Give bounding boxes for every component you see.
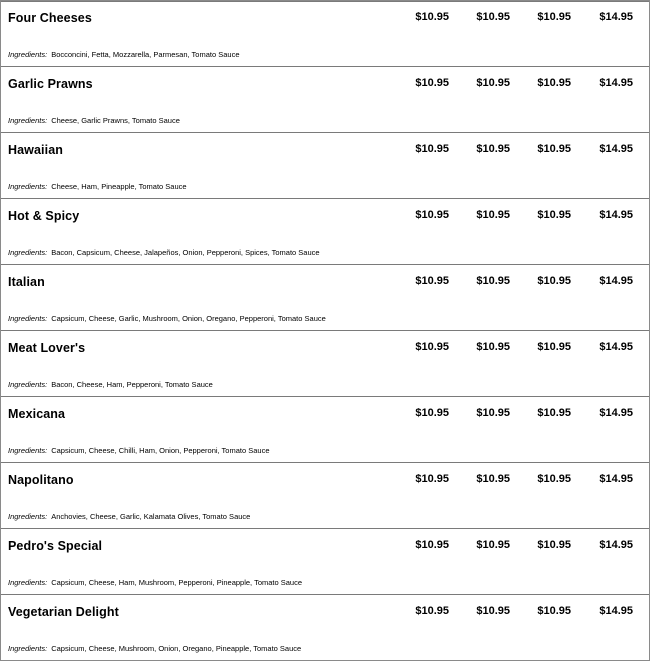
item-ingredients bbox=[8, 314, 326, 323]
menu-item bbox=[1, 265, 649, 331]
ingredients-label: Ingredients: bbox=[8, 248, 48, 257]
item-ingredients bbox=[8, 578, 302, 587]
menu-item bbox=[1, 1, 649, 67]
item-price: $10.95 bbox=[476, 209, 510, 221]
menu-item bbox=[1, 67, 649, 133]
item-price: $10.95 bbox=[415, 473, 449, 485]
item-price: $10.95 bbox=[476, 605, 510, 617]
item-price: $10.95 bbox=[476, 11, 510, 23]
item-ingredients bbox=[8, 380, 213, 389]
menu-item bbox=[1, 133, 649, 199]
item-price: $10.95 bbox=[415, 605, 449, 617]
item-price: $10.95 bbox=[415, 11, 449, 23]
ingredients-label: Ingredients: bbox=[8, 116, 48, 125]
item-price: $14.95 bbox=[599, 473, 633, 485]
ingredients-label: Ingredients: bbox=[8, 578, 48, 587]
item-price: $10.95 bbox=[415, 77, 449, 89]
item-price: $14.95 bbox=[599, 539, 633, 551]
ingredients-label: Ingredients: bbox=[8, 644, 48, 653]
item-price: $10.95 bbox=[537, 143, 571, 155]
item-price: $10.95 bbox=[415, 407, 449, 419]
item-price: $10.95 bbox=[415, 539, 449, 551]
item-price: $14.95 bbox=[599, 209, 633, 221]
item-price: $10.95 bbox=[476, 275, 510, 287]
item-price: $10.95 bbox=[537, 11, 571, 23]
item-price: $10.95 bbox=[476, 407, 510, 419]
item-price: $10.95 bbox=[537, 341, 571, 353]
ingredients-label: Ingredients: bbox=[8, 182, 48, 191]
item-ingredients bbox=[8, 248, 320, 257]
item-price: $14.95 bbox=[599, 407, 633, 419]
item-price: $10.95 bbox=[476, 539, 510, 551]
item-price: $10.95 bbox=[537, 275, 571, 287]
item-ingredients bbox=[8, 644, 301, 653]
item-price: $14.95 bbox=[599, 341, 633, 353]
ingredients-list: Capsicum, Cheese, Garlic, Mushroom, Onion, Oregano, Pepperoni, Tomato Sauce bbox=[51, 314, 326, 323]
ingredients-label: Ingredients: bbox=[8, 512, 48, 521]
item-price: $10.95 bbox=[476, 341, 510, 353]
item-price: $10.95 bbox=[415, 209, 449, 221]
pizza-menu-list bbox=[1, 1, 649, 660]
item-ingredients bbox=[8, 116, 180, 125]
item-price: $10.95 bbox=[476, 473, 510, 485]
item-ingredients bbox=[8, 50, 240, 59]
item-name: Italian bbox=[8, 275, 45, 289]
item-name: Meat Lover's bbox=[8, 341, 86, 355]
item-price: $14.95 bbox=[599, 605, 633, 617]
item-price: $10.95 bbox=[537, 407, 571, 419]
item-price: $14.95 bbox=[599, 11, 633, 23]
item-price: $10.95 bbox=[415, 143, 449, 155]
item-name: Napolitano bbox=[8, 473, 74, 487]
item-price: $10.95 bbox=[476, 77, 510, 89]
item-ingredients bbox=[8, 446, 270, 455]
item-price: $10.95 bbox=[537, 77, 571, 89]
item-price: $10.95 bbox=[537, 539, 571, 551]
menu-item bbox=[1, 595, 649, 660]
ingredients-list: Cheese, Ham, Pineapple, Tomato Sauce bbox=[51, 182, 187, 191]
ingredients-list: Capsicum, Cheese, Ham, Mushroom, Pepperoni, Pineapple, Tomato Sauce bbox=[51, 578, 303, 587]
item-price: $10.95 bbox=[476, 143, 510, 155]
menu-item bbox=[1, 463, 649, 529]
item-name: Hawaiian bbox=[8, 143, 63, 157]
ingredients-list: Bocconcini, Fetta, Mozzarella, Parmesan, Tomato Sauce bbox=[51, 50, 240, 59]
ingredients-label: Ingredients: bbox=[8, 50, 48, 59]
item-price: $10.95 bbox=[415, 275, 449, 287]
item-name: Mexicana bbox=[8, 407, 66, 421]
menu-item bbox=[1, 331, 649, 397]
item-price: $10.95 bbox=[537, 473, 571, 485]
item-price: $10.95 bbox=[415, 341, 449, 353]
ingredients-list: Capsicum, Cheese, Chilli, Ham, Onion, Pepperoni, Tomato Sauce bbox=[51, 446, 270, 455]
item-name: Garlic Prawns bbox=[8, 77, 93, 91]
item-price: $14.95 bbox=[599, 77, 633, 89]
item-name: Four Cheeses bbox=[8, 11, 92, 25]
ingredients-label: Ingredients: bbox=[8, 314, 48, 323]
item-price: $10.95 bbox=[537, 209, 571, 221]
menu-item bbox=[1, 529, 649, 595]
menu-item bbox=[1, 397, 649, 463]
ingredients-list: Bacon, Capsicum, Cheese, Jalapeños, Onion, Pepperoni, Spices, Tomato Sauce bbox=[51, 248, 320, 257]
item-price: $14.95 bbox=[599, 143, 633, 155]
ingredients-list: Capsicum, Cheese, Mushroom, Onion, Oregano, Pineapple, Tomato Sauce bbox=[51, 644, 302, 653]
item-price: $14.95 bbox=[599, 275, 633, 287]
item-name: Hot & Spicy bbox=[8, 209, 80, 223]
item-name: Pedro's Special bbox=[8, 539, 103, 553]
ingredients-label: Ingredients: bbox=[8, 380, 48, 389]
ingredients-list: Cheese, Garlic Prawns, Tomato Sauce bbox=[51, 116, 180, 125]
item-name: Vegetarian Delight bbox=[8, 605, 119, 619]
item-ingredients bbox=[8, 182, 187, 191]
ingredients-list: Anchovies, Cheese, Garlic, Kalamata Olives, Tomato Sauce bbox=[51, 512, 251, 521]
menu-item bbox=[1, 199, 649, 265]
ingredients-list: Bacon, Cheese, Ham, Pepperoni, Tomato Sauce bbox=[51, 380, 213, 389]
item-ingredients bbox=[8, 512, 250, 521]
ingredients-label: Ingredients: bbox=[8, 446, 48, 455]
item-price: $10.95 bbox=[537, 605, 571, 617]
